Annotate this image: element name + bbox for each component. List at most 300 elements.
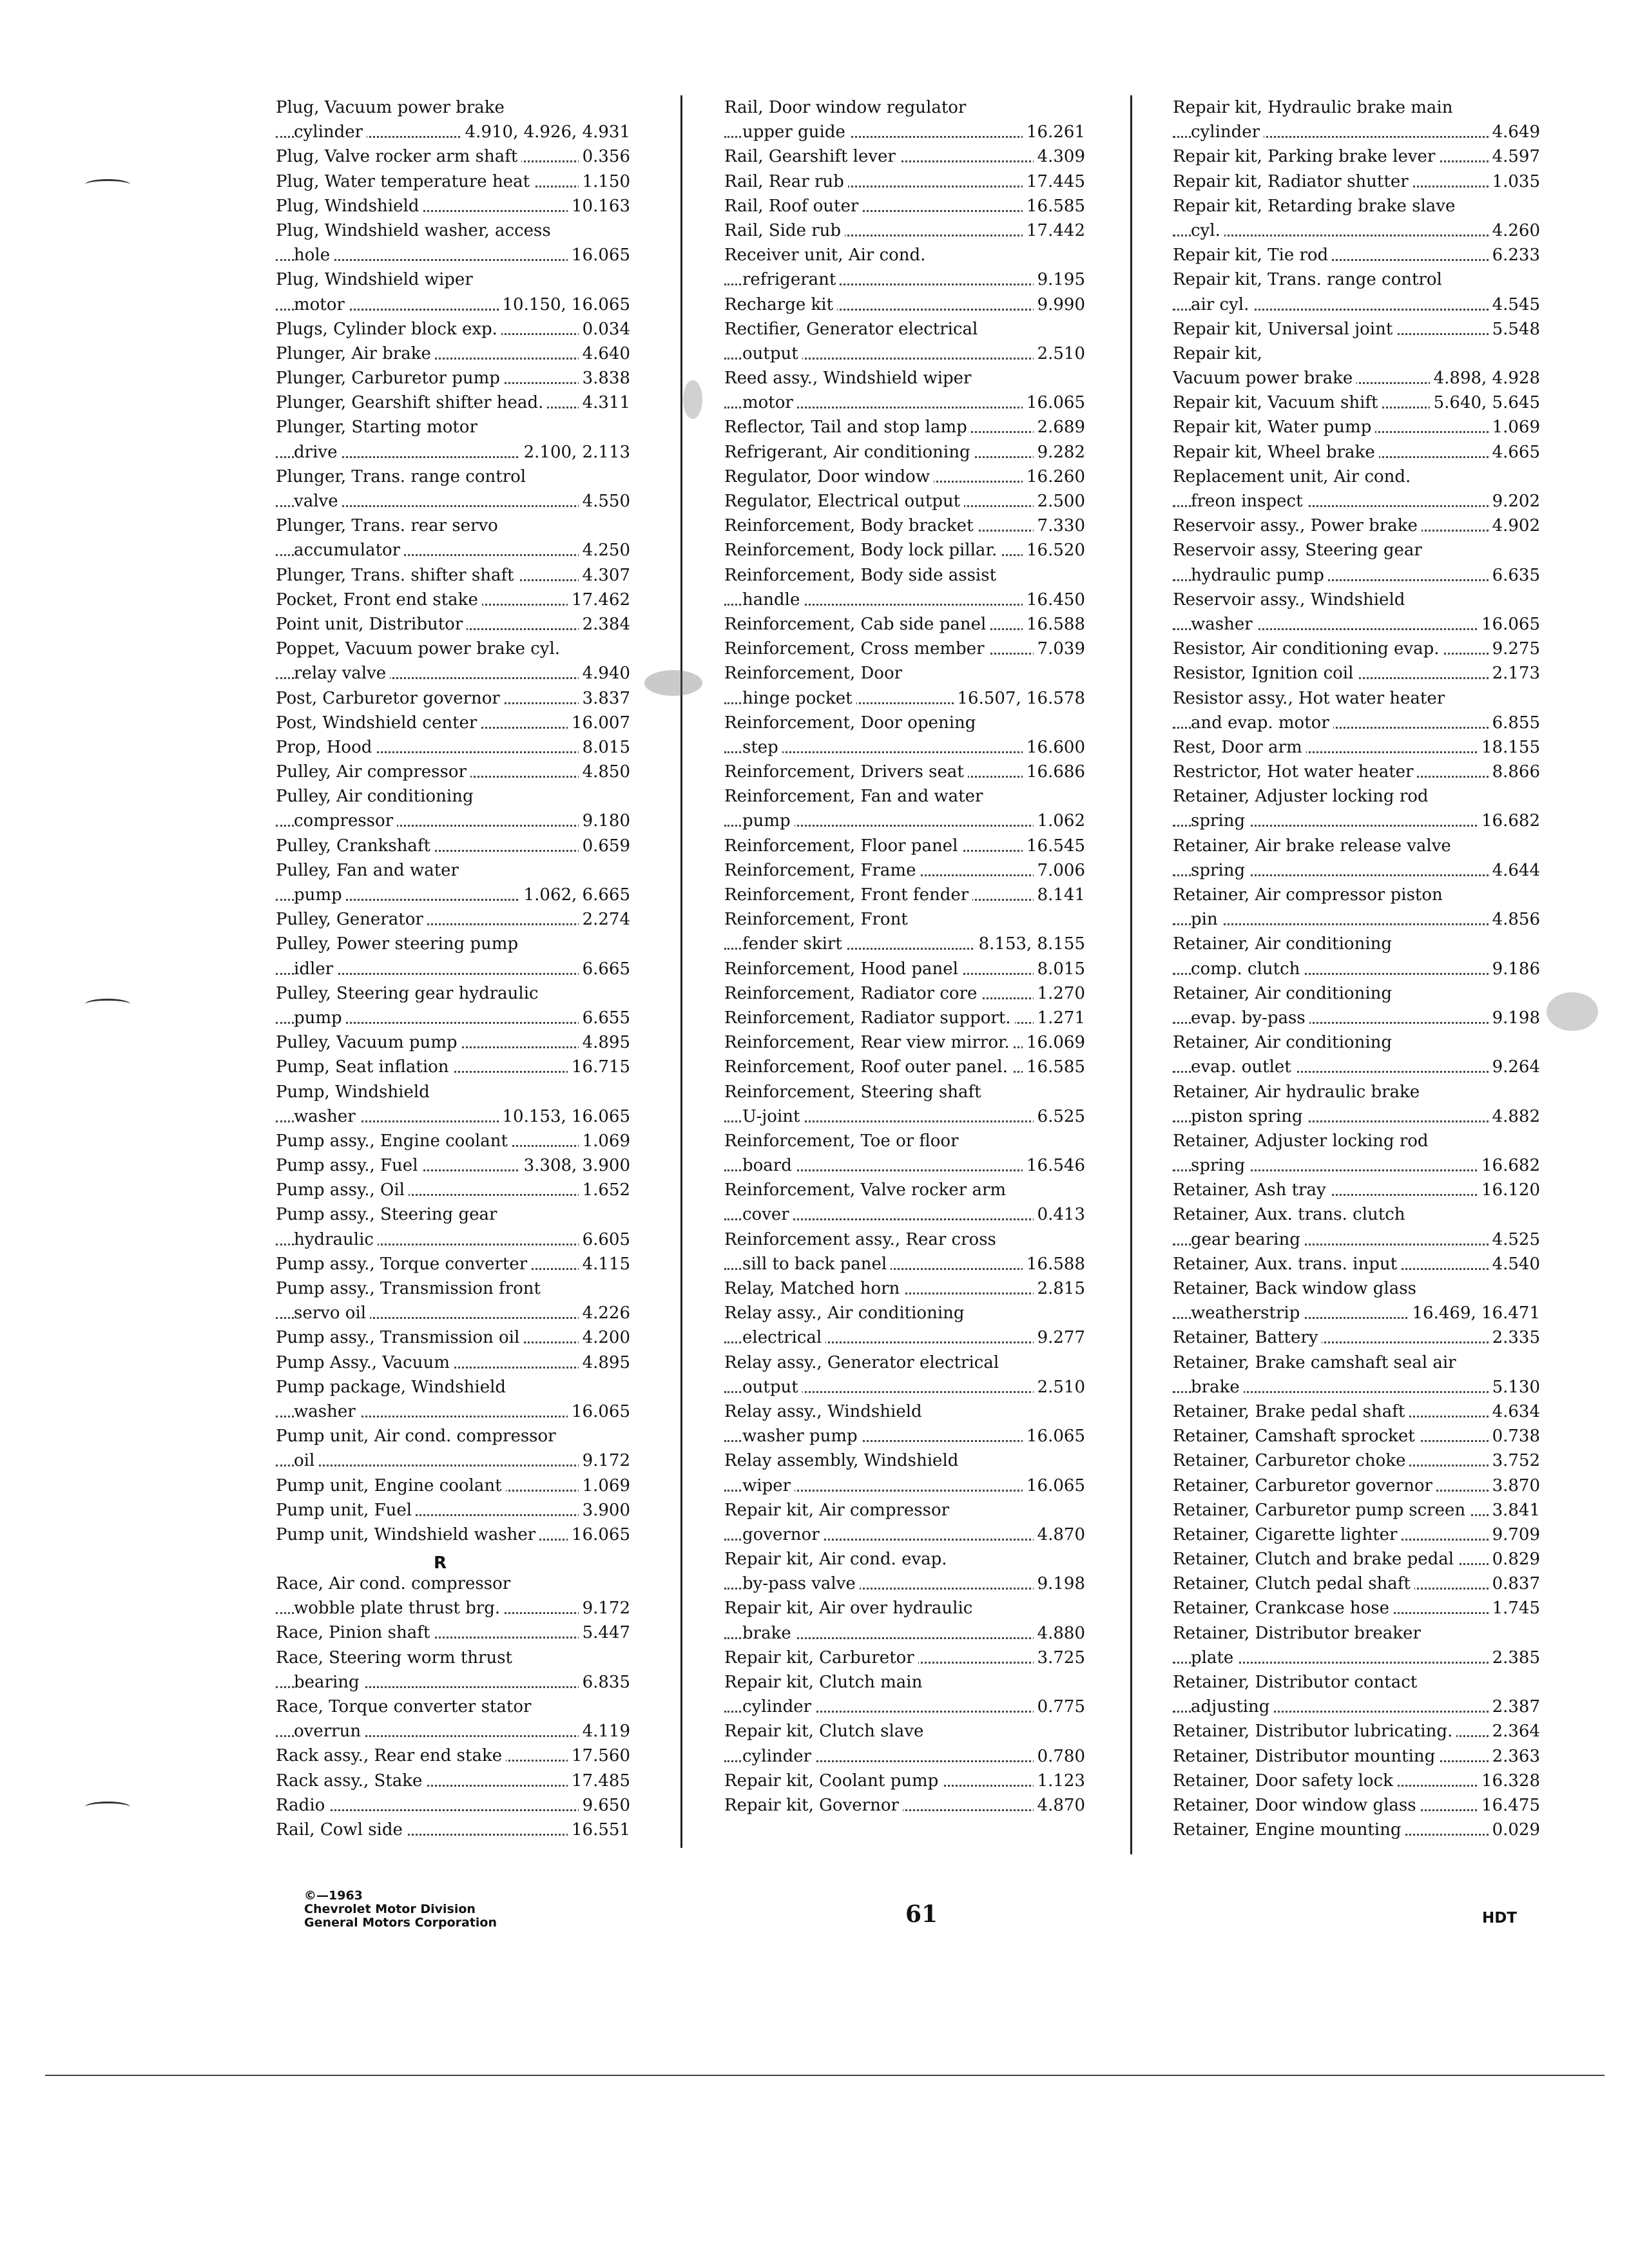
entry-line	[1173, 834, 1540, 858]
entry-line	[1173, 858, 1540, 883]
index-entry	[1173, 1596, 1540, 1620]
entry-line	[276, 341, 630, 366]
entry-line	[276, 1301, 630, 1325]
entry-line	[276, 1695, 630, 1719]
entry-page-ref: 9.282	[1034, 440, 1085, 465]
column-divider	[1130, 95, 1132, 1854]
index-entry	[724, 243, 1085, 292]
entry-term: Rail, Side rub	[724, 221, 845, 240]
entry-term: Repair kit, Tie rod	[1173, 245, 1332, 265]
entry-line	[276, 95, 630, 120]
entry-line	[1173, 784, 1540, 809]
entry-continuation: comp. clutch	[1191, 959, 1304, 979]
entry-line	[1173, 1399, 1540, 1424]
entry-line	[1173, 1523, 1540, 1547]
entry-page-ref: 9.172	[579, 1448, 630, 1473]
index-entry	[724, 1030, 1085, 1055]
index-entry	[1173, 1030, 1540, 1079]
index-entry	[1173, 1424, 1540, 1448]
entry-term: Relay assembly, Windshield	[724, 1451, 962, 1470]
entry-page-ref: 1.035	[1489, 169, 1540, 194]
entry-line	[276, 1375, 630, 1399]
entry-line	[1173, 1646, 1540, 1670]
entry-line	[276, 883, 630, 907]
entry-line	[724, 440, 1085, 465]
entry-page-ref: 16.600	[1023, 735, 1085, 760]
entry-page-ref: 4.870	[1034, 1793, 1085, 1818]
entry-term: Reinforcement, Radiator core	[724, 984, 981, 1003]
entry-line	[276, 1325, 630, 1350]
index-entry	[1173, 514, 1540, 538]
entry-line	[276, 1818, 630, 1842]
index-entry	[276, 637, 630, 686]
entry-line	[276, 735, 630, 760]
entry-term: Plunger, Starting motor	[276, 418, 481, 437]
index-entry	[276, 1080, 630, 1129]
index-entry	[276, 686, 630, 711]
margin-mark	[85, 999, 130, 1010]
entry-line	[724, 1301, 1085, 1325]
index-entry	[724, 711, 1085, 760]
index-entry	[1173, 834, 1540, 883]
entry-line	[1173, 1719, 1540, 1744]
index-entry	[276, 194, 630, 218]
index-entry	[724, 858, 1085, 883]
entry-line	[1173, 1424, 1540, 1448]
entry-line	[724, 1030, 1085, 1055]
entry-line	[1173, 1276, 1540, 1301]
entry-term: Retainer, Door window glass	[1173, 1796, 1420, 1815]
entry-line	[1173, 1448, 1540, 1473]
entry-line	[724, 1153, 1085, 1178]
entry-line	[1173, 1547, 1540, 1571]
column-divider	[680, 95, 682, 1848]
entry-line	[1173, 760, 1540, 784]
index-entry	[1173, 317, 1540, 341]
entry-page-ref: 6.655	[579, 1006, 630, 1030]
entry-line	[724, 317, 1085, 341]
index-entry	[724, 957, 1085, 981]
entry-page-ref: 0.029	[1489, 1818, 1540, 1842]
entry-line	[724, 267, 1085, 292]
entry-term: Relay assy., Generator electrical	[724, 1353, 1003, 1372]
entry-page-ref: 17.560	[568, 1744, 630, 1768]
entry-term: Reinforcement, Cross member	[724, 639, 988, 658]
entry-page-ref: 3.870	[1489, 1474, 1540, 1498]
entry-page-ref: 9.650	[579, 1793, 630, 1818]
entry-page-ref: 4.644	[1489, 858, 1540, 883]
entry-continuation: hole	[294, 245, 334, 265]
index-entry	[276, 1252, 630, 1276]
entry-line	[724, 169, 1085, 194]
entry-page-ref: 16.588	[1023, 1252, 1085, 1276]
index-entry	[724, 440, 1085, 465]
entry-term: Retainer, Door safety lock	[1173, 1771, 1397, 1791]
entry-line	[1173, 440, 1540, 465]
entry-line	[724, 465, 1085, 489]
index-entry	[724, 415, 1085, 439]
entry-term: Pulley, Air compressor	[276, 762, 470, 782]
entry-term: Point unit, Distributor	[276, 615, 467, 634]
index-entry	[1173, 784, 1540, 833]
entry-line	[276, 366, 630, 390]
entry-line	[276, 1596, 630, 1620]
entry-page-ref: 16.065	[1478, 612, 1540, 637]
entry-line	[724, 1744, 1085, 1769]
index-entry	[1173, 932, 1540, 981]
index-entry	[724, 538, 1085, 562]
entry-line	[276, 169, 630, 194]
index-entry	[276, 1153, 630, 1178]
entry-line	[1173, 465, 1540, 489]
index-entry	[1173, 440, 1540, 465]
index-entry	[1173, 1498, 1540, 1523]
index-entry	[1173, 883, 1540, 932]
entry-line	[1173, 1129, 1540, 1153]
entry-continuation: freon inspect	[1191, 492, 1307, 511]
entry-continuation: idler	[294, 959, 337, 979]
entry-page-ref: 4.910, 4.926, 4.931	[461, 120, 630, 144]
entry-line	[724, 194, 1085, 218]
entry-line	[724, 1276, 1085, 1301]
index-entry	[724, 1399, 1085, 1448]
entry-term: Plug, Windshield washer, access	[276, 221, 555, 240]
entry-term: Retainer, Back window glass	[1173, 1279, 1420, 1298]
entry-line	[276, 588, 630, 612]
entry-continuation: washer	[1191, 615, 1257, 634]
entry-line	[724, 932, 1085, 956]
dot-leader	[276, 1809, 630, 1811]
entry-term: Retainer, Aux. trans. input	[1173, 1254, 1401, 1274]
entry-continuation: board	[742, 1156, 796, 1175]
entry-line	[1173, 661, 1540, 686]
entry-page-ref: 4.870	[1034, 1523, 1085, 1547]
entry-term: Retainer, Distributor breaker	[1173, 1624, 1425, 1643]
index-entry	[1173, 267, 1540, 316]
entry-line	[724, 514, 1085, 538]
entry-continuation: pump	[294, 885, 346, 905]
index-entry	[724, 784, 1085, 833]
entry-page-ref: 1.150	[579, 169, 630, 194]
entry-page-ref: 10.153, 16.065	[499, 1104, 630, 1129]
entry-term: Refrigerant, Air conditioning	[724, 443, 974, 462]
entry-line	[1173, 194, 1540, 218]
entry-line	[1173, 169, 1540, 194]
entry-term: Plug, Water temperature heat	[276, 172, 534, 191]
entry-term: Reinforcement, Steering shaft	[724, 1082, 985, 1102]
entry-page-ref: 16.065	[568, 1399, 630, 1424]
entry-line	[1173, 538, 1540, 562]
index-entry	[276, 1646, 630, 1695]
entry-page-ref: 2.335	[1489, 1325, 1540, 1350]
entry-line	[1173, 144, 1540, 169]
entry-term: Pump assy., Transmission front	[276, 1279, 545, 1298]
entry-continuation: by-pass valve	[742, 1574, 860, 1593]
entry-continuation: hinge pocket	[742, 689, 856, 708]
entry-line	[1173, 932, 1540, 956]
entry-line	[276, 144, 630, 169]
entry-term: Reinforcement, Door opening	[724, 713, 979, 733]
entry-line	[276, 1080, 630, 1104]
index-entry	[276, 1744, 630, 1768]
entry-page-ref: 3.841	[1489, 1498, 1540, 1523]
entry-line	[724, 1547, 1085, 1571]
entry-page-ref: 4.634	[1489, 1399, 1540, 1424]
entry-line	[724, 1178, 1085, 1202]
index-entry	[276, 95, 630, 144]
entry-term: Plunger, Gearshift shifter head.	[276, 393, 547, 412]
entry-term: Reinforcement, Body side assist	[724, 566, 1000, 585]
entry-line	[276, 1620, 630, 1645]
index-entry	[1173, 588, 1540, 637]
index-entry	[276, 588, 630, 612]
entry-term: Reinforcement, Body lock pillar.	[724, 541, 1001, 560]
entry-line	[1173, 1695, 1540, 1719]
entry-line	[1173, 1006, 1540, 1030]
index-entry	[1173, 1621, 1540, 1670]
index-entry	[276, 415, 630, 464]
index-entry	[1173, 169, 1540, 194]
entry-line	[724, 1769, 1085, 1793]
entry-term: Rack assy., Rear end stake	[276, 1746, 506, 1765]
index-entry	[276, 1818, 630, 1842]
entry-term: Pump unit, Engine coolant	[276, 1476, 506, 1495]
entry-term: Plunger, Air brake	[276, 344, 435, 363]
entry-continuation: spring	[1191, 1156, 1249, 1175]
index-entry	[276, 465, 630, 514]
entry-page-ref: 6.605	[579, 1227, 630, 1252]
entry-line	[724, 120, 1085, 144]
index-entry	[724, 637, 1085, 661]
index-entry	[276, 1695, 630, 1744]
entry-page-ref: 16.475	[1478, 1793, 1540, 1818]
index-entry	[276, 711, 630, 735]
entry-line	[276, 1448, 630, 1473]
entry-line	[724, 415, 1085, 439]
entry-page-ref: 1.069	[579, 1474, 630, 1498]
entry-line	[276, 1153, 630, 1178]
entry-line	[1173, 711, 1540, 735]
entry-continuation: fender skirt	[742, 934, 846, 954]
index-entry	[276, 1375, 630, 1424]
index-entry	[276, 1523, 630, 1547]
entry-line	[276, 1129, 630, 1153]
scan-smudge	[1547, 992, 1598, 1031]
entry-continuation: hydraulic	[294, 1230, 378, 1249]
entry-line	[1173, 293, 1540, 317]
entry-line	[1173, 1055, 1540, 1079]
entry-line	[724, 760, 1085, 784]
entry-line	[276, 661, 630, 686]
page-number: 61	[905, 1901, 938, 1928]
index-entry	[1173, 637, 1540, 661]
entry-line	[724, 1571, 1085, 1596]
entry-line	[276, 243, 630, 267]
entry-line	[276, 1055, 630, 1079]
index-entry	[724, 1448, 1085, 1497]
entry-line	[1173, 218, 1540, 243]
index-entry	[276, 784, 630, 833]
entry-line	[276, 932, 630, 956]
index-entry	[724, 981, 1085, 1006]
index-entry	[276, 932, 630, 981]
entry-term: Repair kit, Air cond. evap.	[724, 1550, 951, 1569]
entry-line	[724, 243, 1085, 267]
entry-page-ref: 16.260	[1023, 465, 1085, 489]
entry-continuation: cyl.	[1191, 221, 1224, 240]
entry-line	[1173, 514, 1540, 538]
entry-continuation: Vacuum power brake	[1173, 369, 1356, 388]
entry-continuation: wobble plate thrust brg.	[294, 1599, 504, 1618]
entry-page-ref: 3.900	[579, 1498, 630, 1523]
entry-page-ref: 8.153, 8.155	[975, 932, 1085, 956]
entry-term: Reservoir assy., Power brake	[1173, 516, 1422, 535]
entry-term: Reinforcement assy., Rear cross	[724, 1230, 1000, 1249]
entry-page-ref: 9.202	[1489, 489, 1540, 514]
entry-page-ref: 10.163	[568, 194, 630, 218]
entry-term: Pump unit, Windshield washer	[276, 1525, 539, 1544]
index-entry	[724, 1006, 1085, 1030]
entry-continuation: air cyl.	[1191, 295, 1253, 314]
entry-continuation: and evap. motor	[1191, 713, 1333, 733]
index-entry	[276, 366, 630, 390]
index-entry	[276, 1129, 630, 1153]
entry-page-ref: 0.829	[1489, 1547, 1540, 1571]
entry-continuation: servo oil	[294, 1303, 370, 1323]
entry-page-ref: 2.385	[1489, 1646, 1540, 1670]
index-entry	[1173, 1202, 1540, 1251]
entry-line	[724, 1202, 1085, 1227]
entry-term: Repair kit, Retarding brake slave	[1173, 197, 1459, 216]
entry-line	[276, 1030, 630, 1055]
index-entry	[724, 366, 1085, 415]
entry-line	[276, 293, 630, 317]
entry-line	[724, 1621, 1085, 1646]
entry-page-ref: 0.413	[1034, 1202, 1085, 1227]
entry-term: Reinforcement, Rear view mirror.	[724, 1033, 1014, 1052]
entry-page-ref: 2.363	[1489, 1744, 1540, 1769]
entry-continuation: compressor	[294, 811, 397, 831]
entry-continuation: cover	[742, 1205, 793, 1224]
entry-line	[724, 1325, 1085, 1350]
entry-page-ref: 9.186	[1489, 957, 1540, 981]
entry-continuation: washer	[294, 1107, 360, 1126]
entry-term: Pump assy., Torque converter	[276, 1254, 531, 1274]
index-entry	[724, 760, 1085, 784]
entry-page-ref: 16.682	[1478, 1153, 1540, 1178]
entry-line	[276, 317, 630, 341]
entry-line	[276, 1646, 630, 1670]
entry-line	[724, 1006, 1085, 1030]
entry-continuation: brake	[742, 1624, 795, 1643]
entry-term: Retainer, Air compressor piston	[1173, 885, 1447, 905]
entry-page-ref: 9.277	[1034, 1325, 1085, 1350]
entry-term: Rail, Cowl side	[276, 1820, 407, 1840]
index-entry	[1173, 1474, 1540, 1498]
index-entry	[276, 267, 630, 316]
entry-term: Reinforcement, Floor panel	[724, 836, 961, 856]
entry-term: Pump assy., Engine coolant	[276, 1131, 512, 1151]
entry-term: Rail, Rear rub	[724, 172, 848, 191]
entry-term: Repair kit, Air over hydraulic	[724, 1599, 976, 1618]
index-entry	[724, 1178, 1085, 1227]
index-column-2	[724, 95, 1085, 1818]
entry-page-ref: 3.838	[579, 366, 630, 390]
entry-term: Post, Windshield center	[276, 713, 481, 733]
entry-line	[724, 1252, 1085, 1276]
entry-page-ref: 16.065	[1023, 390, 1085, 415]
entry-page-ref: 7.006	[1034, 858, 1085, 883]
entry-page-ref: 9.198	[1034, 1571, 1085, 1596]
entry-page-ref: 5.130	[1489, 1375, 1540, 1399]
entry-line	[276, 1498, 630, 1523]
entry-line	[276, 1350, 630, 1375]
entry-page-ref: 4.309	[1034, 144, 1085, 169]
entry-page-ref: 4.898, 4.928	[1430, 366, 1540, 390]
entry-line	[1173, 366, 1540, 390]
index-entry	[1173, 1399, 1540, 1424]
entry-term: Repair kit, Governor	[724, 1796, 903, 1815]
entry-line	[276, 194, 630, 218]
index-entry	[724, 883, 1085, 907]
entry-line	[1173, 1375, 1540, 1399]
entry-line	[276, 489, 630, 514]
index-entry	[1173, 538, 1540, 587]
entry-page-ref: 4.895	[579, 1030, 630, 1055]
index-entry	[276, 144, 630, 169]
entry-line	[724, 538, 1085, 562]
entry-continuation: spring	[1191, 861, 1249, 880]
entry-line	[276, 858, 630, 883]
entry-line	[276, 1202, 630, 1227]
entry-term: Retainer, Adjuster locking rod	[1173, 1131, 1432, 1151]
entry-page-ref: 4.550	[579, 489, 630, 514]
entry-term: Reinforcement, Front	[724, 910, 912, 929]
entry-line	[724, 1104, 1085, 1129]
entry-line	[724, 883, 1085, 907]
entry-page-ref: 7.330	[1034, 514, 1085, 538]
entry-term: Retainer, Air brake release valve	[1173, 836, 1455, 856]
entry-line	[276, 686, 630, 711]
entry-continuation: weatherstrip	[1191, 1303, 1304, 1323]
entry-line	[276, 1227, 630, 1252]
index-entry	[1173, 465, 1540, 514]
entry-page-ref: 16.682	[1478, 809, 1540, 833]
entry-page-ref: 6.635	[1489, 563, 1540, 588]
entry-page-ref: 2.500	[1034, 489, 1085, 514]
entry-page-ref: 2.364	[1489, 1719, 1540, 1744]
margin-mark	[85, 179, 130, 190]
entry-term: Retainer, Distributor mounting	[1173, 1747, 1439, 1766]
entry-line	[1173, 1030, 1540, 1055]
entry-line	[276, 1571, 630, 1596]
index-entry	[1173, 390, 1540, 415]
entry-line	[276, 1670, 630, 1695]
section-letter: R	[433, 1553, 447, 1573]
index-entry	[724, 612, 1085, 637]
index-entry	[276, 1055, 630, 1079]
entry-line	[724, 711, 1085, 735]
entry-line	[724, 612, 1085, 637]
entry-term: Plunger, Carburetor pump	[276, 369, 504, 388]
entry-line	[1173, 1474, 1540, 1498]
entry-line	[1173, 1178, 1540, 1202]
entry-continuation: U-joint	[742, 1107, 804, 1126]
entry-term: Reservoir assy., Windshield	[1173, 590, 1409, 610]
entry-continuation: pump	[742, 811, 795, 831]
entry-page-ref: 8.866	[1489, 760, 1540, 784]
index-entry	[276, 1276, 630, 1325]
